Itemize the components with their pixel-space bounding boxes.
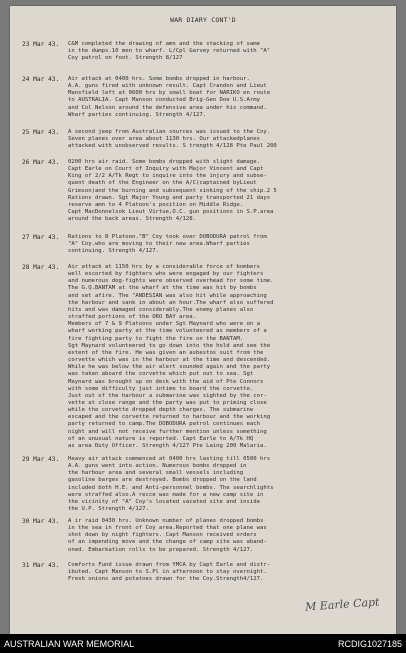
entry-line: Members of 7 & 9 Platoons under Sgt Maynard who were on a: [68, 321, 260, 328]
entry-line: in the dumps.10 men to wharf. L/Cpl Garvey returned with "A": [68, 48, 271, 55]
entry-text: [68, 159, 390, 223]
entry-line: and numerous dog-fights were observed overhead for some time.: [68, 278, 274, 285]
entry-line: A second jeep from Australian sources was issued to the Coy.: [68, 129, 271, 135]
entry-line: with some difficulty just intime to board the corvette.: [68, 385, 254, 392]
entry-line: Mansfield left at 0600 hrs by small boat for NARIKO en route: [68, 90, 271, 97]
entry-line: Capt Earle on Court of Inquiry with Major Vincent and Capt: [68, 166, 264, 173]
entry-line: Grimson)and the burning and subsequent sinking of the ship.2 5: [68, 187, 277, 194]
entry-line: of an unusual nature is reported. Capt Earle to A/Tk HQ: [68, 435, 254, 442]
entry-text: [68, 562, 390, 583]
entry-line: Coy patrol on foot. Strength 8/127: [68, 55, 183, 62]
entry-line: Fresh onions and potatoes drawn for the Coy.Strength4/127.: [68, 576, 264, 583]
entry-text: [68, 41, 390, 62]
footer-record-id: RCDIG1027185: [337, 638, 402, 649]
entry-line: well escorted by fighters who were engaged by our fighters: [68, 271, 264, 278]
entry-date: 26 Mar 43.: [22, 159, 60, 166]
entry-line: While he was below the air alert sounded again and the party: [68, 364, 271, 371]
entry-line: and Col Nelson around the defensive area under his command.: [68, 104, 267, 111]
entry-line: hits and was damaged considerably.The enemy planes also: [68, 306, 254, 313]
entry-text: [68, 129, 390, 150]
archive-footer: [0, 634, 406, 653]
entry-line: around the back areas. Strength 4/128.: [68, 216, 196, 223]
entry-line: party returned to camp.The DOBODURA patrol continues each: [68, 421, 260, 428]
entry-line: Wharf parties continuing. Strength 4/127.: [68, 111, 207, 118]
entry-line: quent death of the Engineer on the A/C(captained byLieut: [68, 180, 257, 187]
entry-line: was taken aboard the corvette which put out to sea. Sgt: [68, 371, 254, 378]
entry-line: and set afire. The "ANDESIAN was also hit while approaching: [68, 292, 267, 299]
entry-line: while the corvette dropped depth charges. The submarine: [68, 407, 254, 414]
entry-line: as area Duty Officer. Strength 4/127 Pte Laing 200 Malaria.: [68, 442, 267, 449]
diary-page: [10, 6, 396, 634]
entry-date: 31 Mar 43.: [22, 562, 60, 569]
entry-line: straffed portions of the ORO BAY area.: [68, 314, 196, 321]
entry-line: extent of the fire. He was given an asbestos suit from the: [68, 349, 264, 356]
entry-line: were straffed also.A recce was made for a new camp site in: [68, 491, 264, 498]
entry-line: Air attack at 0400 hrs. Some bombs dropped in harbour.: [68, 76, 250, 82]
entry-line: the harbour area and several small vessels including: [68, 470, 244, 477]
entry-line: Rations drawn. Sgt Major Young and party transported 21 days: [68, 194, 271, 201]
entry-date: 27 Mar 43.: [22, 234, 60, 241]
entry-line: Heavy air attack commenced at 0400 hrs lasting till 0500 hrs: [68, 456, 271, 462]
entry-line: Rations to 8 Platoon."B" Coy took over DOBODURA patrol from: [68, 234, 267, 240]
entry-date: 23 Mar 43.: [22, 41, 60, 48]
entry-line: vette at close range and the party was put to priming close: [68, 399, 267, 406]
footer-institution: AUSTRALIAN WAR MEMORIAL: [4, 638, 135, 649]
entry-line: fire fighting party to fight the fire on the BANTAM.: [68, 335, 244, 342]
entry-line: 0200 hrs air raid. Some bombs dropped with slight damage.: [68, 159, 260, 165]
entry-line: in the sea in front of Coy area.Reported that one plane was: [68, 525, 267, 532]
signature: M Earle Capt: [305, 595, 381, 614]
entry-date: 25 Mar 43.: [22, 129, 60, 136]
entry-line: the harbour and sank in about an hour.The wharf also suffered: [68, 299, 274, 306]
entry-line: A.A. guns fired with unknown result. Capt Crandon and Lieut: [68, 83, 267, 90]
entry-date: 24 Mar 43.: [22, 76, 60, 83]
entry-line: ibuted. Capt Manson to S.Pl in afternoon to stay overnight.: [68, 569, 267, 576]
entry-line: Air attack at 1150 hrs by a considerable force of bombers: [68, 264, 260, 270]
entry-line: shot down by night fighters. Capt Manson received orders: [68, 532, 257, 539]
entry-text: [68, 76, 390, 119]
entry-line: Comforts Fund issue drawn from YMCA by Capt Earle and distr-: [68, 562, 271, 568]
entry-line: continuing. Strength 4/127.: [68, 248, 159, 255]
entry-line: C&M completed the drawing of amn and the stacking of same: [68, 41, 260, 47]
entry-date: 28 Mar 43.: [22, 264, 60, 271]
entry-line: The G.Q.BANTAM at the wharf at the time was hit by bombs: [68, 285, 257, 292]
entry-line: gasoline barges are destroyed. Bombs dropped on the land: [68, 477, 257, 484]
entry-line: corvette which was in the harbour at the time and descended.: [68, 357, 271, 364]
entry-line: the U.P. Strength 4/127.: [68, 506, 149, 513]
entry-line: King of 2/2 A/Tk Regt to inquire into the injury and subse-: [68, 173, 267, 180]
entry-text: [68, 518, 390, 554]
entry-line: the vicinity of "A" Coy's located vacated site and inside: [68, 498, 260, 505]
entry-line: night and will not receive further mention unless something: [68, 428, 267, 435]
entry-line: Seven planes over area about 1130 hrs. Our attackedplanes: [68, 136, 260, 143]
entry-text: [68, 234, 390, 255]
entry-line: escaped and the corvette returned to harbour and the working: [68, 414, 271, 421]
entry-line: A.A. guns went into action. Numerous bombs dropped in: [68, 463, 247, 470]
entry-line: Sgt Maynard volunteered to go down into the hold and see the: [68, 342, 271, 349]
entry-line: reserve amn to 4 Platoon's position on Middle Ridge.: [68, 201, 244, 208]
entry-line: attacked with unobserved results. S trength 4/128 Pte Paul 200: [68, 143, 277, 150]
entry-text: [68, 264, 390, 450]
page-header: WAR DIARY CONT'D: [170, 16, 236, 24]
entry-line: oned. Embarkation rolls to be prepared. Strength 4/127.: [68, 546, 254, 553]
entry-line: of an impending move and the change of camp site was aband-: [68, 539, 267, 546]
entry-line: A ir raid 0430 hrs. Unknown number of planes dropped bombs: [68, 518, 264, 524]
entry-line: wharf working party at the time volunteered as members of a: [68, 328, 267, 335]
entry-text: [68, 456, 390, 513]
entry-date: 30 Mar 43.: [22, 518, 60, 525]
entry-date: 29 Mar 43.: [22, 456, 60, 463]
entry-line: Capt MacDonnelsok Lieut Virtue,O.C. gun positions in S.P.area: [68, 209, 274, 216]
entry-line: "A" Coy.who are moving to their new area.Wharf parties: [68, 241, 250, 248]
entry-line: included both H.E. and Anti-personnel bombs. The searchlights: [68, 484, 274, 491]
entry-line: Just out of the harbour a submarine was sighted by the cor-: [68, 392, 267, 399]
entry-line: Maynard was brought up on deck with the aid of Pte Connors: [68, 378, 264, 385]
entry-line: to AUSTRALIA. Capt Manson conducted Brig-Gen Doe U.S.Army: [68, 97, 260, 104]
